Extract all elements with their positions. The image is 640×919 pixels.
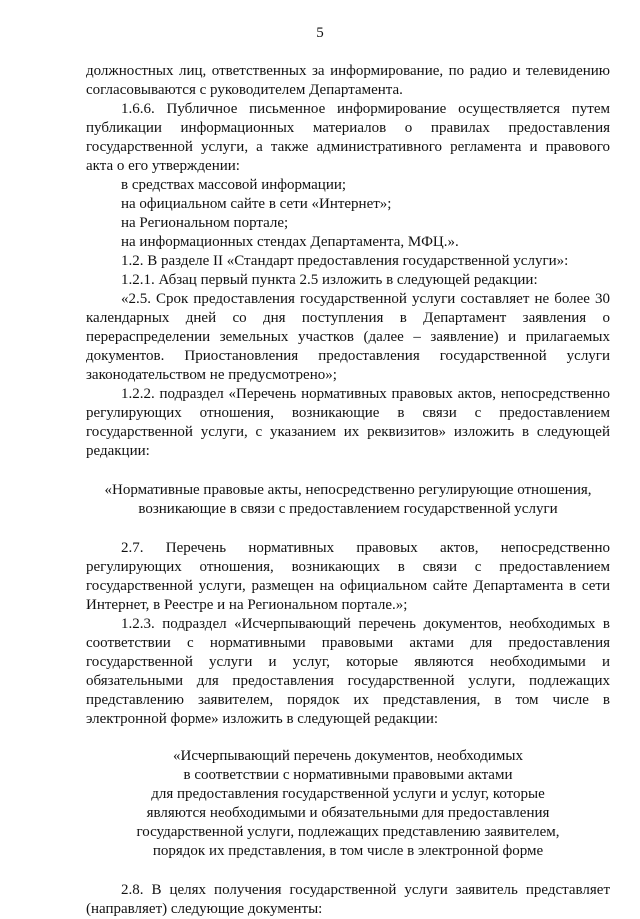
heading-line: в соответствии с нормативными правовыми актами — [183, 767, 513, 783]
paragraph-informing-radio-tv: должностных лиц, ответственных за информирование, по радио и телевидению согласовываются с руководителем Департамента. — [86, 63, 610, 98]
paragraph-1-2-1: 1.2.1. Абзац первый пункта 2.5 изложить в следующей редакции: — [121, 272, 538, 288]
paragraph-2-8: 2.8. В целях получения государственной услуги заявитель представляет (направляет) следующие документы: — [86, 882, 610, 917]
heading-line: являются необходимыми и обязательными для предоставления — [146, 805, 550, 821]
paragraph-2-7: 2.7. Перечень нормативных правовых актов, непосредственно регулирующих отношения, возникающих в связи с предоставлением государственной услуги, размещен на официальном сайте Департамента в сети Интернет, в Реестре и на Региональном портале.»; — [86, 540, 610, 613]
subsection-heading-documents-list — [113, 747, 583, 861]
heading-line: порядок их представления, в том числе в электронной форме — [152, 843, 544, 859]
list-item-official-site: на официальном сайте в сети «Интернет»; — [121, 196, 392, 212]
heading-line: «Нормативные правовые акты, непосредственно регулирующие отношения, — [104, 482, 592, 498]
list-item-regional-portal: на Региональном портале; — [121, 215, 289, 231]
heading-line: возникающие в связи с предоставлением государственной услуги — [138, 501, 558, 517]
list-item-mass-media: в средствах массовой информации; — [121, 177, 347, 193]
list-item-info-stands: на информационных стендах Департамента, МФЦ.». — [121, 234, 459, 250]
heading-line: «Исчерпывающий перечень документов, необходимых — [173, 748, 523, 764]
page-number: 5 — [316, 25, 324, 41]
heading-line: государственной услуги, подлежащих представлению заявителем, — [136, 824, 560, 840]
paragraph-1-6-6: 1.6.6. Публичное письменное информирование осуществляется путем публикации информационных материалов о правилах предоставления государственной услуги, а также административного регламента и правового акта о его утверждении: — [86, 101, 610, 174]
heading-line: для предоставления государственной услуги и услуг, которые — [151, 786, 545, 802]
paragraph-1-2-2: 1.2.2. подраздел «Перечень нормативных правовых актов, непосредственно регулирующих отношения, возникающие в связи с предоставлением государственной услуги, с указанием их реквизитов» изложить в следующей редакции: — [86, 386, 610, 459]
document-body — [86, 62, 610, 919]
subsection-heading-normative-acts — [98, 481, 598, 519]
paragraph-1-2: 1.2. В разделе II «Стандарт предоставления государственной услуги»: — [121, 253, 569, 269]
paragraph-2-5-term: «2.5. Срок предоставления государственной услуги составляет не более 30 календарных дней со дня поступления в Департамент заявления о перераспределении земельных участков (далее – заявление) и прилагаемых документов. Приостановления предоставления государственной услуги законодательством не предусмотрено»; — [86, 291, 610, 383]
paragraph-1-2-3: 1.2.3. подраздел «Исчерпывающий перечень документов, необходимых в соответствии с нормативными правовыми актами для предоставления государственной услуги и услуг, которые являются необходимыми и обязательными для предоставления государственной услуги, подлежащих представлению заявителем, порядок их представления, в том числе в электронной форме» изложить в следующей редакции: — [86, 616, 610, 727]
